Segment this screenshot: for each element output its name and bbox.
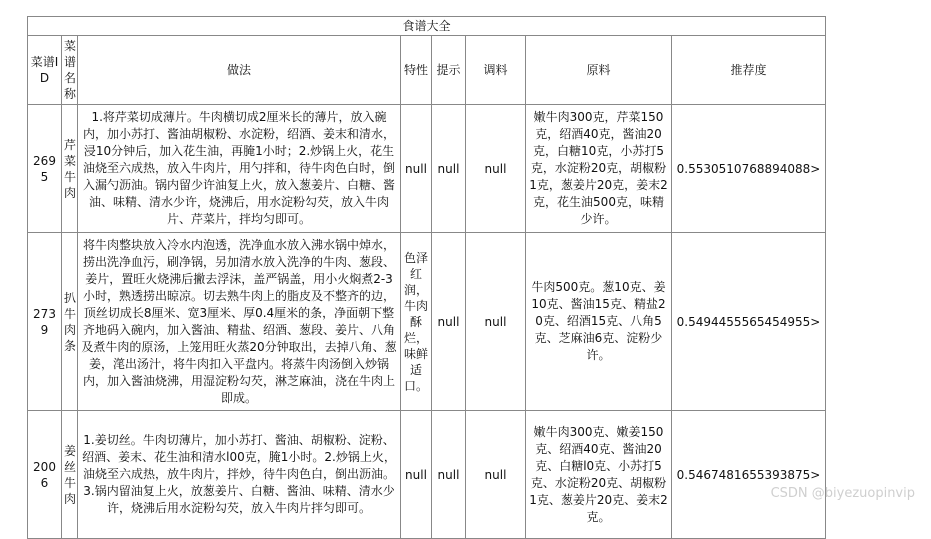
cell-id: 2006: [28, 411, 62, 539]
cell-tip: null: [432, 233, 466, 411]
table-row: [28, 233, 826, 411]
cell-score: 0.5467481655393875>: [672, 411, 826, 539]
cell-ingredients: 嫩牛肉300克，芹菜150克，绍酒40克，酱油20克，白糖10克，小苏打5克，水淀粉20克，胡椒粉1克，葱姜片20克，姜末2克，花生油500克，味精少许。: [526, 105, 672, 233]
cell-id: 2695: [28, 105, 62, 233]
cell-seasoning: null: [466, 105, 526, 233]
recipe-table: [27, 16, 826, 539]
header-name: 菜谱名称: [62, 36, 78, 105]
cell-name: 芹菜牛肉: [62, 105, 78, 233]
cell-seasoning: null: [466, 233, 526, 411]
cell-tip: null: [432, 105, 466, 233]
cell-feature: 色泽红润，牛肉酥烂，味鲜适口。: [401, 233, 432, 411]
header-seasoning: 调料: [466, 36, 526, 105]
cell-method: 将牛肉整块放入冷水内泡透，洗净血水放入沸水锅中焯水，捞出洗净血污，刷净锅，另加清水放入洗净的牛肉、葱段、姜片，置旺火烧沸后撇去浮沫，盖严锅盖，用小火焖煮2-3小时，熟透捞出晾凉。切去熟牛肉上的脂皮及不整齐的边，顶丝切成长8厘米、宽3厘米、厚0.4厘米的条，净面朝下整齐地码入碗内，加入酱油、精盐、绍酒、葱段、姜片、八角及煮牛肉的原汤，上笼用旺火蒸20分钟取出，去掉八角、葱姜，滗出汤汁，将牛肉扣入平盘内。将蒸牛肉汤倒入炒锅内，加入酱油烧沸，用湿淀粉勾芡，淋芝麻油，浇在牛肉上即成。: [78, 233, 401, 411]
header-score: 推荐度: [672, 36, 826, 105]
recipe-table-wrapper: [27, 16, 825, 539]
header-method: 做法: [78, 36, 401, 105]
cell-method: 1.姜切丝。牛肉切薄片，加小苏打、酱油、胡椒粉、淀粉、绍酒、姜末、花生油和清水l00克，腌1小时。2.炒锅上火，油烧至六成热，放牛肉片，拌炒，待牛肉色白，倒出沥油。3.锅内留油复上火，放葱姜片、白糖、酱油、味精、清水少许，烧沸后用水淀粉勾芡，放入牛肉片拌匀即可。: [78, 411, 401, 539]
cell-feature: null: [401, 105, 432, 233]
cell-seasoning: null: [466, 411, 526, 539]
header-ingredients: 原料: [526, 36, 672, 105]
cell-feature: null: [401, 411, 432, 539]
watermark-text: CSDN @biyezuopinvip: [770, 486, 915, 501]
cell-name: 姜丝牛肉: [62, 411, 78, 539]
header-tip: 提示: [432, 36, 466, 105]
cell-score: 0.5494455565454955>: [672, 233, 826, 411]
table-title: 食谱大全: [28, 17, 826, 36]
cell-name: 扒牛肉条: [62, 233, 78, 411]
table-header-row: [28, 36, 826, 105]
cell-ingredients: 嫩牛肉300克、嫩姜150克、绍酒40克、酱油20克、白糖l0克、小苏打5克、水淀粉20克、胡椒粉1克、葱姜片20克、姜末2克。: [526, 411, 672, 539]
table-row: [28, 411, 826, 539]
header-feature: 特性: [401, 36, 432, 105]
table-row: [28, 105, 826, 233]
cell-tip: null: [432, 411, 466, 539]
cell-method: 1.将芹菜切成薄片。牛肉横切成2厘米长的薄片，放入碗内，加小苏打、酱油胡椒粉、水淀粉，绍酒、姜末和清水，浸10分钟后，加入花生油，再腌1小时；2.炒锅上火，花生油烧至六成热，放入牛肉片，用勺拌和，待牛肉色白时，倒入漏勺沥油。锅内留少许油复上火，放入葱姜片、白糖、酱油、味精、清水少许，烧沸后，用水淀粉勾芡，放入牛肉片、芹菜片，拌均匀即可。: [78, 105, 401, 233]
cell-id: 2739: [28, 233, 62, 411]
header-id: 菜谱ID: [28, 36, 62, 105]
cell-ingredients: 牛肉500克。葱10克、姜10克、酱油15克、精盐20克、绍酒15克、八角5克、芝麻油6克、淀粉少许。: [526, 233, 672, 411]
cell-score: 0.5530510768894088>: [672, 105, 826, 233]
